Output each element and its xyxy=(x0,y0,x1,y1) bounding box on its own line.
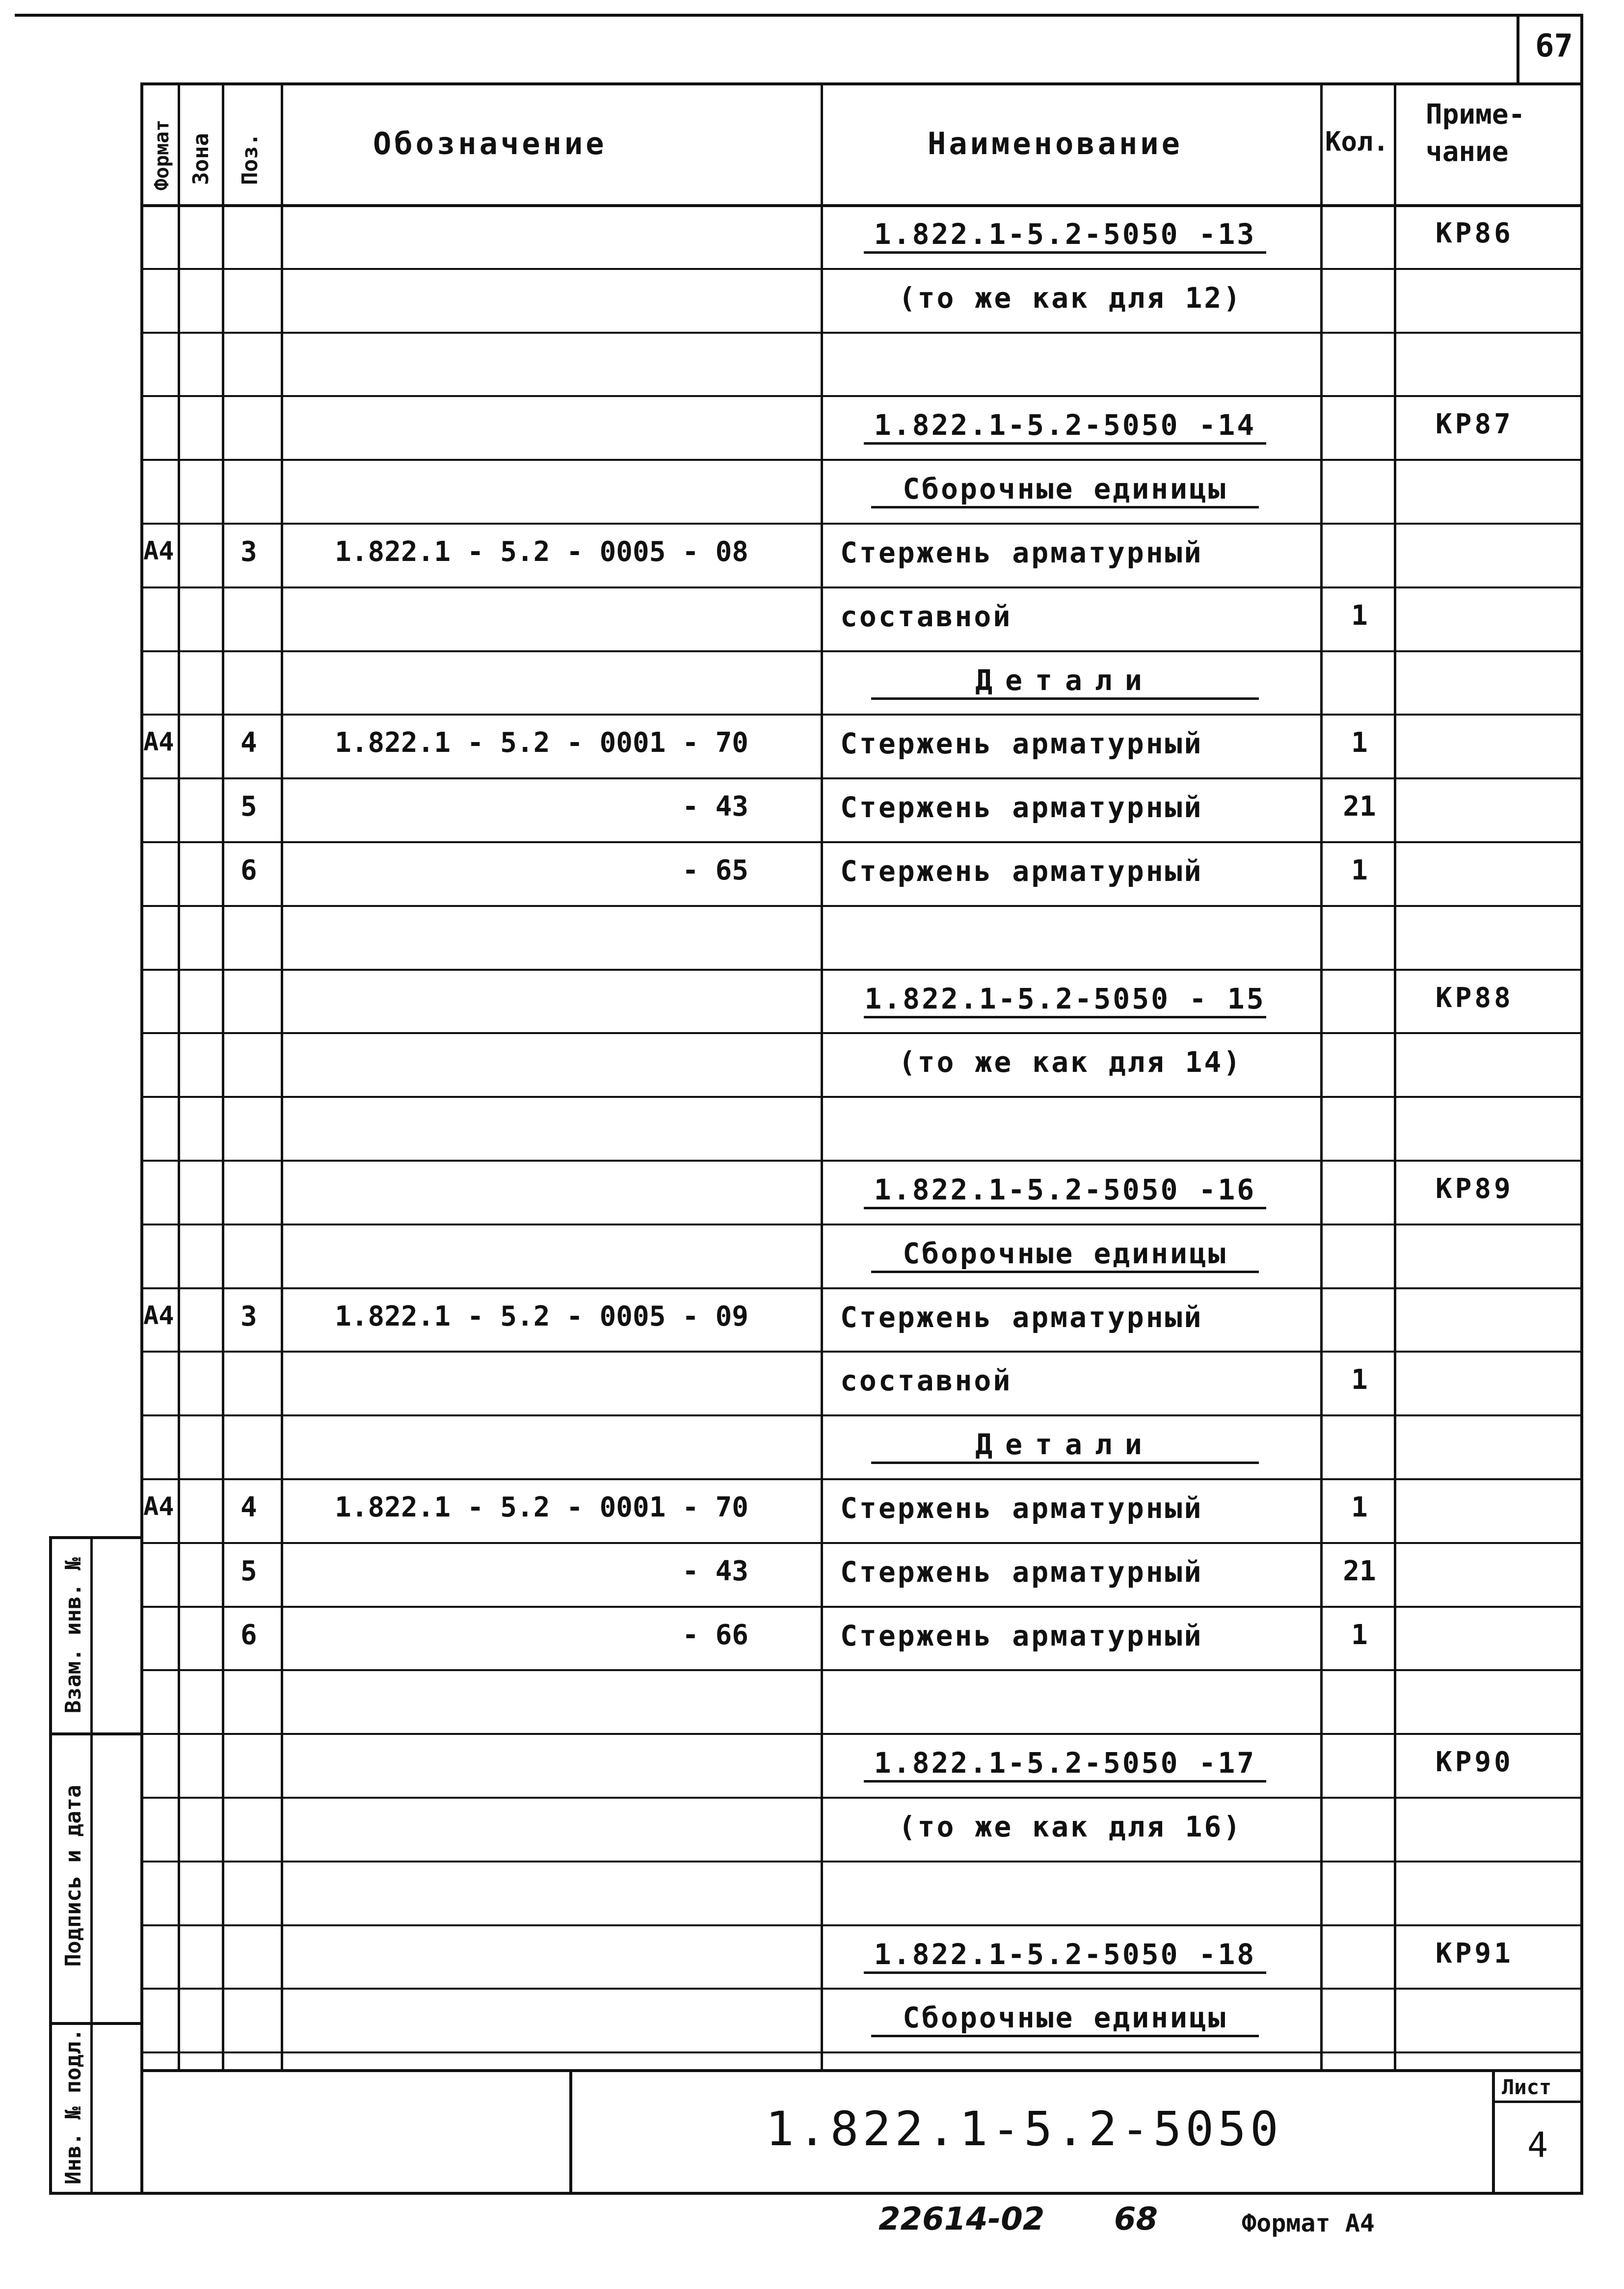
sheet-number: 4 xyxy=(1527,2125,1548,2165)
column-rule xyxy=(281,82,283,2069)
cell-name: Стержень арматурный xyxy=(840,1619,1203,1652)
cell-name: 1.822.1-5.2-5050 -17 xyxy=(864,1749,1266,1783)
cell-name: (то же как для 12) xyxy=(898,281,1243,315)
side-label-inv-podl: Инв. № подл. xyxy=(61,2028,86,2184)
row-rule xyxy=(143,2051,1580,2053)
cell-name: Стержень арматурный xyxy=(840,1300,1203,1334)
row-rule xyxy=(143,1797,1580,1799)
row-rule xyxy=(143,714,1580,716)
row-rule xyxy=(143,332,1580,334)
cell-quantity: 21 xyxy=(1343,1555,1376,1587)
header-pos: Поз. xyxy=(238,133,263,185)
title-block-top xyxy=(140,2069,1583,2072)
cell-name: 1.822.1-5.2-5050 -18 xyxy=(864,1940,1266,1974)
row-rule xyxy=(143,905,1580,907)
row-rule xyxy=(143,1287,1580,1289)
cell-quantity: 1 xyxy=(1351,599,1368,632)
row-rule xyxy=(143,395,1580,397)
header-zone: Зона xyxy=(188,133,213,185)
cell-quantity: 1 xyxy=(1351,854,1368,886)
row-rule xyxy=(143,1733,1580,1735)
cell-name: Стержень арматурный xyxy=(840,1555,1203,1589)
row-rule xyxy=(143,586,1580,588)
row-rule xyxy=(143,1224,1580,1225)
cell-position: 3 xyxy=(240,536,257,568)
row-rule xyxy=(143,1414,1580,1416)
section-heading: Детали xyxy=(871,1430,1259,1464)
cell-note: КР90 xyxy=(1436,1746,1514,1779)
cell-format: А4 xyxy=(143,1301,174,1331)
title-block-left xyxy=(569,2069,572,2195)
cell-designation: 1.822.1 - 5.2 - 0001 - 70 xyxy=(335,727,748,759)
row-rule xyxy=(143,969,1580,971)
frame-left xyxy=(140,82,143,2195)
cell-designation: - 66 xyxy=(682,1619,748,1651)
row-rule xyxy=(143,1924,1580,1926)
column-rule xyxy=(1394,82,1396,2069)
section-heading: Сборочные единицы xyxy=(871,1239,1259,1273)
sheet-box-divider xyxy=(1492,2101,1583,2103)
cell-position: 6 xyxy=(240,1619,257,1651)
cell-position: 4 xyxy=(240,727,257,759)
row-rule xyxy=(143,1032,1580,1034)
column-rule xyxy=(1320,82,1323,2069)
footer-stamp-page: 68 xyxy=(1114,2201,1158,2237)
cell-position: 5 xyxy=(240,791,257,823)
header-bottom-rule xyxy=(140,204,1583,207)
cell-designation: - 43 xyxy=(682,1555,748,1587)
cell-name: Стержень арматурный xyxy=(840,727,1203,761)
section-heading: Сборочные единицы xyxy=(871,2003,1259,2037)
top-rule xyxy=(15,14,1583,17)
cell-quantity: 1 xyxy=(1351,727,1368,759)
cell-note: КР89 xyxy=(1436,1173,1514,1205)
header-name: Наименование xyxy=(928,126,1183,161)
cell-note: КР91 xyxy=(1436,1937,1514,1970)
side-inner-col xyxy=(90,1536,93,2195)
cell-name: Стержень арматурный xyxy=(840,854,1203,888)
cell-position: 6 xyxy=(240,854,257,886)
header-note-line1: Приме- xyxy=(1426,99,1525,131)
footer-stamp-number: 22614-02 xyxy=(879,2201,1045,2237)
cell-format: А4 xyxy=(143,1492,174,1521)
cell-name: 1.822.1-5.2-5050 -14 xyxy=(864,411,1266,445)
cell-format: А4 xyxy=(143,727,174,757)
frame-right xyxy=(1580,14,1583,2195)
cell-position: 3 xyxy=(240,1300,257,1332)
row-rule xyxy=(143,650,1580,652)
row-rule xyxy=(143,1988,1580,1990)
cell-name: Стержень арматурный xyxy=(840,536,1203,569)
cell-name: Стержень арматурный xyxy=(840,791,1203,825)
section-heading: Детали xyxy=(871,666,1259,700)
cell-designation: 1.822.1 - 5.2 - 0001 - 70 xyxy=(335,1491,748,1523)
cell-name: 1.822.1-5.2-5050 -13 xyxy=(864,220,1266,254)
row-rule xyxy=(143,1606,1580,1608)
cell-position: 4 xyxy=(240,1491,257,1523)
row-rule xyxy=(143,1542,1580,1544)
row-rule xyxy=(143,1096,1580,1098)
column-rule xyxy=(222,82,224,2069)
header-format: Формат xyxy=(151,119,173,191)
title-doc-number: 1.822.1-5.2-5050 xyxy=(766,2102,1282,2156)
cell-designation: 1.822.1 - 5.2 - 0005 - 09 xyxy=(335,1300,748,1332)
header-qty: Кол. xyxy=(1325,126,1389,157)
row-rule xyxy=(143,459,1580,461)
frame-bottom xyxy=(49,2192,1583,2195)
cell-name: 1.822.1-5.2-5050 -16 xyxy=(864,1175,1266,1209)
sheet-box-left xyxy=(1492,2069,1495,2195)
row-rule xyxy=(143,777,1580,779)
cell-name: составной xyxy=(840,599,1012,633)
row-rule xyxy=(143,1478,1580,1480)
cell-designation: - 65 xyxy=(682,854,748,886)
row-rule xyxy=(143,523,1580,525)
cell-note: КР87 xyxy=(1436,408,1514,441)
footer-format-label: Формат А4 xyxy=(1242,2209,1375,2237)
sheet-label: Лист xyxy=(1502,2075,1552,2099)
cell-quantity: 1 xyxy=(1351,1491,1368,1523)
cell-note: КР88 xyxy=(1436,982,1514,1014)
header-designation: Обозначение xyxy=(373,126,607,161)
column-rule xyxy=(178,82,180,2069)
row-rule xyxy=(143,1861,1580,1863)
page-number-box-left xyxy=(1517,14,1519,85)
cell-position: 5 xyxy=(240,1555,257,1587)
side-label-podpis-data: Подпись и дата xyxy=(61,1784,86,1967)
cell-name: 1.822.1-5.2-5050 - 15 xyxy=(864,985,1266,1018)
row-rule xyxy=(143,841,1580,843)
cell-designation: - 43 xyxy=(682,791,748,823)
cell-designation: 1.822.1 - 5.2 - 0005 - 08 xyxy=(335,536,748,568)
cell-name: Стержень арматурный xyxy=(840,1491,1203,1525)
cell-name: составной xyxy=(840,1364,1012,1398)
row-rule xyxy=(143,268,1580,270)
cell-note: КР86 xyxy=(1436,217,1514,249)
row-rule xyxy=(143,1669,1580,1671)
row-rule xyxy=(143,1160,1580,1162)
side-label-vzam-inv: Взам. инв. № xyxy=(61,1557,86,1713)
cell-quantity: 1 xyxy=(1351,1619,1368,1651)
cell-name: (то же как для 14) xyxy=(898,1045,1243,1079)
cell-format: А4 xyxy=(143,536,174,566)
side-frame-left xyxy=(49,1536,52,2195)
section-heading: Сборочные единицы xyxy=(871,475,1259,508)
cell-quantity: 1 xyxy=(1351,1364,1368,1396)
cell-name: (то же как для 16) xyxy=(898,1810,1243,1843)
header-note-line2: чание xyxy=(1426,136,1509,168)
cell-quantity: 21 xyxy=(1343,791,1376,823)
frame-top xyxy=(140,82,1583,85)
row-rule xyxy=(143,1351,1580,1353)
page-number: 67 xyxy=(1535,28,1573,64)
